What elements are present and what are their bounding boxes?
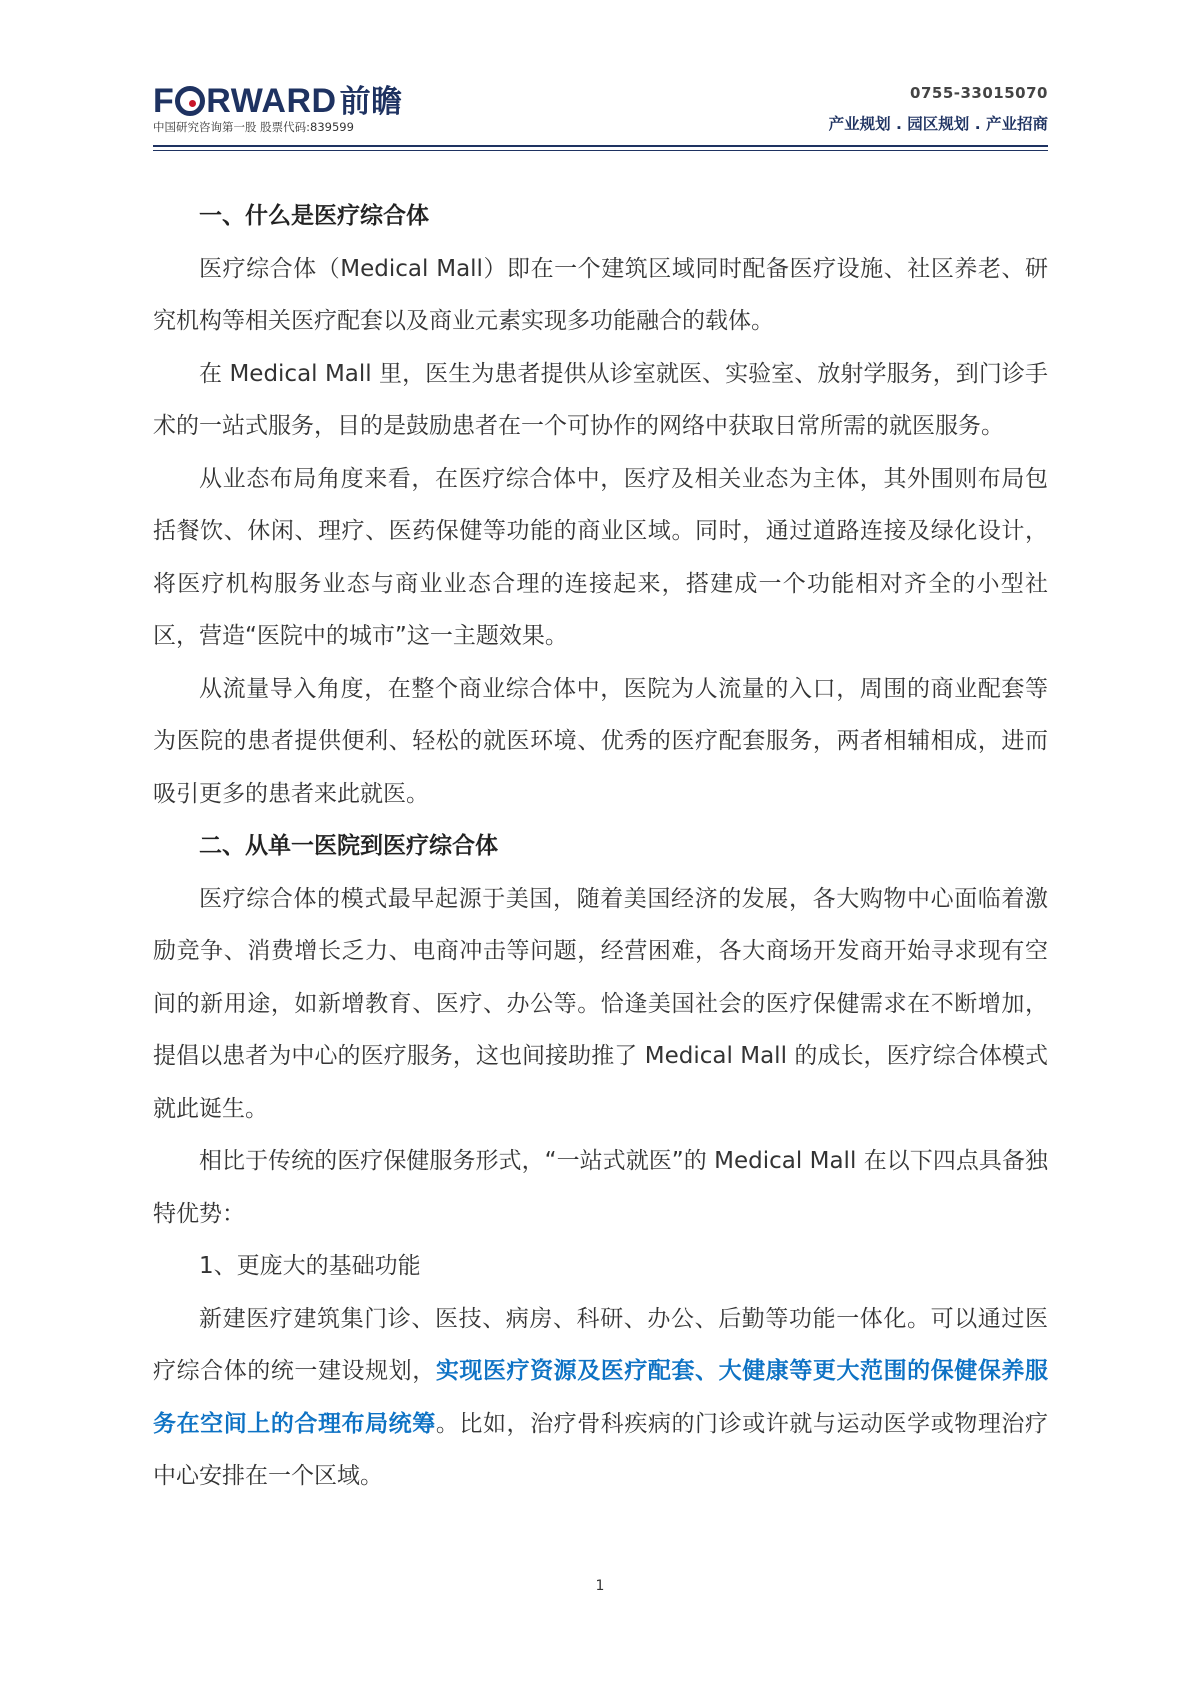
- header-divider-thin: [153, 150, 1048, 151]
- paragraph: 从业态布局角度来看，在医疗综合体中，医疗及相关业态为主体，其外围则布局包括餐饮、休闲、理疗、医药保健等功能的商业区域。同时，通过道路连接及绿化设计，将医疗机构服务业态与商业业态合理的连接起来，搭建成一个功能相对齐全的小型社区，营造“医院中的城市”这一主题效果。: [153, 465, 1048, 649]
- page-header: [153, 78, 1048, 154]
- header-slogan: 产业规划 . 园区规划 . 产业招商: [828, 115, 1048, 133]
- contact-phone: 0755-33015070: [910, 84, 1048, 102]
- paragraph: 从流量导入角度，在整个商业综合体中，医院为人流量的入口，周围的商业配套等为医院的患者提供便利、轻松的就医环境、优秀的医疗配套服务，两者相辅相成，进而吸引更多的患者来此就医。: [153, 675, 1048, 807]
- paragraph: 相比于传统的医疗保健服务形式，“一站式就医”的 Medical Mall 在以下四点具备独特优势：: [153, 1148, 1048, 1227]
- company-tagline: 中国研究咨询第一股 股票代码:839599: [153, 120, 354, 134]
- paragraph-text: 。比如，治疗骨科疾病的门诊或许就与运动医学或物理治疗中心安排在一个区域。: [153, 1410, 1049, 1489]
- subheading: 1、更庞大的基础功能: [199, 1253, 421, 1279]
- highlighted-text: 实现医疗资源及医疗配套、大健康等更大范围的保健保养服务在空间上的合理布局统筹: [153, 1358, 1049, 1437]
- document-body: [153, 190, 1048, 1503]
- logo-text-cn: 前瞻: [339, 84, 403, 119]
- header-divider-thick: [153, 145, 1048, 147]
- paragraph-with-highlight: [153, 1293, 1048, 1503]
- logo-text-f: F: [153, 82, 175, 120]
- logo-o-target-icon: [175, 86, 205, 116]
- logo-text-rward: RWARD: [206, 82, 337, 120]
- section-heading-1: 一、什么是医疗综合体: [199, 203, 429, 229]
- paragraph-text: 新建医疗建筑集门诊、医技、病房、科研、办公、后勤等功能一体化。可以通过医疗综合体的统一建设规划，: [153, 1305, 1048, 1384]
- page-number: 1: [595, 1578, 605, 1594]
- paragraph: 医疗综合体的模式最早起源于美国，随着美国经济的发展，各大购物中心面临着激励竞争、消费增长乏力、电商冲击等问题，经营困难，各大商场开发商开始寻求现有空间的新用途，如新增教育、医疗、办公等。恰逢美国社会的医疗保健需求在不断增加，提倡以患者为中心的医疗服务，这也间接助推了 Medical Mall 的成长，医疗综合体模式就此诞生。: [153, 885, 1048, 1122]
- paragraph: 医疗综合体（Medical Mall）即在一个建筑区域同时配备医疗设施、社区养老、研究机构等相关医疗配套以及商业元素实现多功能融合的载体。: [153, 255, 1048, 334]
- paragraph: 在 Medical Mall 里，医生为患者提供从诊室就医、实验室、放射学服务，到门诊手术的一站式服务，目的是鼓励患者在一个可协作的网络中获取日常所需的就医服务。: [153, 360, 1048, 439]
- forward-logo: [153, 78, 403, 124]
- section-heading-2: 二、从单一医院到医疗综合体: [199, 833, 498, 859]
